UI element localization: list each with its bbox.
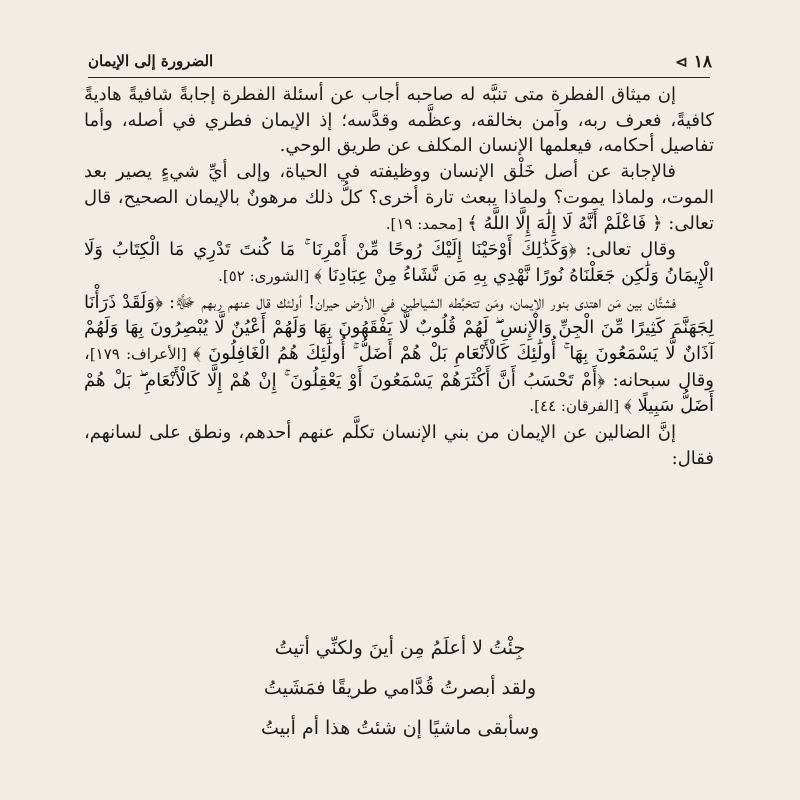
quran-verse: ﴿ فَاعْلَمْ أَنَّهُ لَا إِلَٰهَ إِلَّا اللَّهُ ﴾ [467, 212, 663, 234]
poem [180, 628, 620, 748]
body-text [84, 82, 714, 472]
quran-verse: ﴿وَلَقَدْ ذَرَأْنَا لِجَهَنَّمَ كَثِيرًا مِّنَ الْجِنِّ وَالْإِنسِ ۖ لَهُمْ قُلُوبٌ لَّا يَفْقَهُونَ بِهَا وَلَهُمْ أَعْيُنٌ لَّا يُبْصِرُونَ بِهَا وَلَهُمْ آذَانٌ لَّا يَسْمَعُونَ بِهَا ۚ أُولَٰئِكَ كَالْأَنْعَامِ بَلْ هُمْ أَضَلُّ ۚ أُولَٰئِكَ هُمُ الْغَافِلُونَ ﴾ [84, 291, 714, 365]
paragraph-4 [84, 290, 714, 421]
paragraph-text: فشتَّان بين مَن اهتدى بنور الإيمان، ومَن تتخبَّطه الشياطين في الأرض حيران! أولئك قال عنهم ربهم ﷻ: [162, 291, 676, 313]
paragraph-2 [84, 159, 714, 237]
paragraph-5 [84, 420, 714, 471]
verse-citation: [الأعراف: ١٧٩] [89, 345, 193, 364]
paragraph-text: وقال تعالى: [576, 239, 676, 261]
paragraph-text: إنَّ الضالين عن الإيمان من بني الإنسان تكلَّم عنهم أحدهم، ونطق على لسانهم، فقال: [84, 422, 714, 469]
quran-verse: ﴿وَكَذَٰلِكَ أَوْحَيْنَا إِلَيْكَ رُوحًا مِّنْ أَمْرِنَا ۚ مَا كُنتَ تَدْرِي مَا الْكِتَابُ وَلَا الْإِيمَانُ وَلَٰكِن جَعَلْنَاهُ نُورًا نَّهْدِي بِهِ مَن نَّشَاءُ مِنْ عِبَادِنَا ﴾ [84, 239, 714, 286]
ornament-icon: ⊳ [675, 53, 688, 71]
paragraph-text: فالإجابة عن أصل خَلْق الإنسان ووظيفته في الحياة، وإلى أيِّ شيءٍ يصير بعد الموت، ولماذا يموت؟ ولماذا يبعث تارة أخرى؟ كلُّ ذلك مرهونٌ بالإيمان الصحيح، قال تعالى: [84, 161, 714, 234]
quran-verse: ﴿أَمْ تَحْسَبُ أَنَّ أَكْثَرَهُمْ يَسْمَعُونَ أَوْ يَعْقِلُونَ ۚ إِنْ هُمْ إِلَّا كَالْأَنْعَامِ ۖ بَلْ هُمْ أَضَلُّ سَبِيلًا ﴾ [84, 369, 714, 417]
paragraph-1 [84, 82, 714, 159]
page-number: ١٨ [693, 52, 712, 72]
poem-verse-1: جِئْتُ لا أعلَمُ مِن أينَ ولكنِّي أتيتُ [274, 637, 526, 659]
paragraph-3 [84, 237, 714, 289]
paragraph-text: ، وقال سبحانه: [84, 343, 714, 391]
running-title: الضرورة إلى الإيمان [88, 52, 214, 70]
header-rule [88, 77, 710, 78]
paragraph-text: إن ميثاق الفطرة متى تنبَّه له صاحبه أجاب عن أسئلة الفطرة إجابةً شافيةً هاديةً كافيةً، فعرف ربه، وآمن بخالقه، وعظَّمه وقدَّسه؛ إذ الإيمان فطري في أصله، وأما تفاصيل أحكامه، فيعلمها الإنسان المكلف عن طريق الوحي. [84, 84, 714, 157]
verse-citation: [محمد: ١٩]. [385, 214, 468, 233]
page-header [88, 52, 712, 76]
poem-verse-2: ولقد أبصرتُ قُدَّامي طريقًا فمَشَيتُ [263, 677, 537, 699]
poem-verse-3: وسأبقى ماشيًا إن شئتُ هذا أم أبيتُ [260, 717, 540, 739]
verse-citation: [الشورى: ٥٢]. [218, 266, 315, 285]
verse-citation: [الفرقان: ٤٤]. [529, 397, 624, 416]
page-number-group [675, 52, 712, 72]
